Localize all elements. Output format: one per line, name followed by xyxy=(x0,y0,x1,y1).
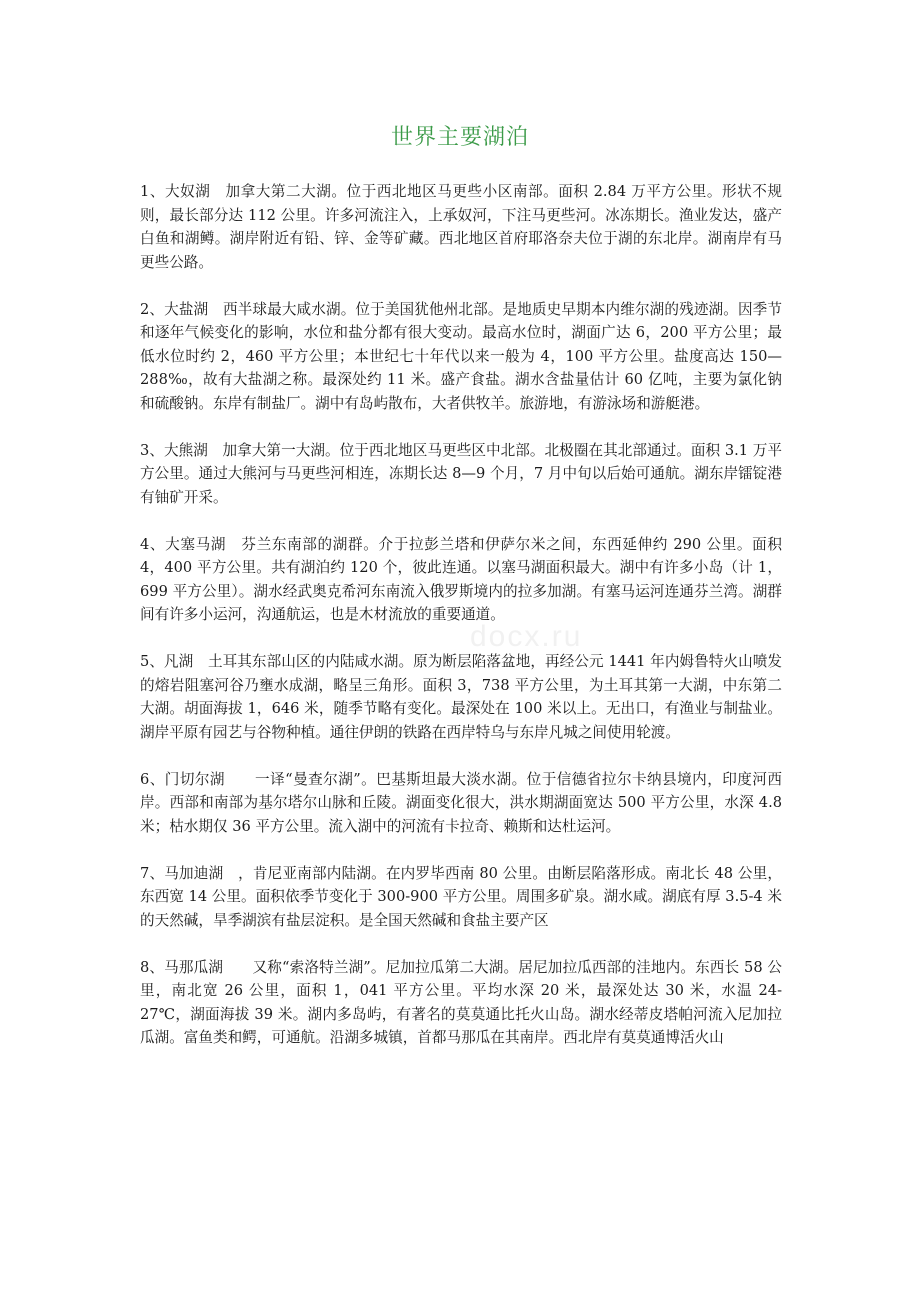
paragraph-lake-magadi: 7、马加迪湖 ，肯尼亚南部内陆湖。在内罗毕西南 80 公里。由断层陷落形成。南北长 48 公里，东西宽 14 公里。面积依季节变化于 300-900 平方公里。周围多矿泉。湖水咸。湖底有厚 3.5-4 米的天然碱，旱季湖滨有盐层淀积。是全国天然碱和食盐主要产区 xyxy=(140,864,782,929)
paragraph-great-bear-lake: 3、大熊湖 加拿大第一大湖。位于西北地区马更些区中北部。北极圈在其北部通过。面积 3.1 万平方公里。通过大熊河与马更些河相连，冻期长达 8—9 个月，7 月中旬以后始可通航。湖东岸镭锭港有铀矿开采。 xyxy=(140,441,782,506)
watermark-text: docx.ru xyxy=(470,620,583,653)
paragraph-slave-lake: 1、大奴湖 加拿大第二大湖。位于西北地区马更些小区南部。面积 2.84 万平方公里。形状不规则，最长部分达 112 公里。许多河流注入，上承奴河，下注马更些河。冰冻期长。渔业发达，盛产白鱼和湖鳟。湖岸附近有铅、锌、金等矿藏。西北地区首府耶洛奈夫位于湖的东北岸。湖南岸有马更些公路。 xyxy=(140,183,782,271)
paragraph-saimaa-lake: 4、大塞马湖 芬兰东南部的湖群。介于拉彭兰塔和伊萨尔米之间，东西延伸约 290 公里。面积 4，400 平方公里。共有湖泊约 120 个，彼此连通。以塞马湖面积最大。湖中有许多小岛（计 1，699 平方公里）。湖水经武奥克希河东南流入俄罗斯境内的拉多加湖。有塞马运河连通芬兰湾。湖群间有许多小运河，沟通航运，也是木材流放的重要通道。 xyxy=(140,535,782,623)
paragraph-lake-van: 5、凡湖 土耳其东部山区的内陆咸水湖。原为断层陷落盆地，再经公元 1441 年内姆鲁特火山喷发的熔岩阻塞河谷乃壅水成湖，略呈三角形。面积 3，738 平方公里，为土耳其第一大湖，中东第二大湖。胡面海拔 1，646 米，随季节略有变化。最深处在 100 米以上。无出口，有渔业与制盐业。湖岸平原有园艺与谷物种植。通往伊朗的铁路在西岸特乌与东岸凡城之间使用轮渡。 xyxy=(140,653,782,741)
document-body xyxy=(140,180,782,1073)
document-title: 世界主要湖泊 xyxy=(390,125,529,150)
paragraph-great-salt-lake: 2、大盐湖 西半球最大咸水湖。位于美国犹他州北部。是地质史早期本内维尔湖的残迹湖。因季节和逐年气候变化的影响，水位和盐分都有很大变动。最高水位时，湖面广达 6，200 平方公里；最低水位时约 2，460 平方公里；本世纪七十年代以来一般为 4，100 平方公里。盐度高达 150—288‰，故有大盐湖之称。最深处约 11 米。盛产食盐。湖水含盐量估计 60 亿吨，主要为氯化钠和硫酸钠。东岸有制盐厂。湖中有岛屿散布，大者供牧羊。旅游地，有游泳场和游艇港。 xyxy=(140,300,782,412)
paragraph-manchar-lake: 6、门切尔湖 一译“曼查尔湖”。巴基斯坦最大淡水湖。位于信德省拉尔卡纳县境内，印度河西岸。西部和南部为基尔塔尔山脉和丘陵。湖面变化很大，洪水期湖面宽达 500 平方公里，水深 4.8 米；枯水期仅 36 平方公里。流入湖中的河流有卡拉奇、赖斯和达杜运河。 xyxy=(140,770,782,835)
paragraph-lake-managua: 8、马那瓜湖 又称“索洛特兰湖”。尼加拉瓜第二大湖。居尼加拉瓜西部的洼地内。东西长 58 公里，南北宽 26 公里，面积 1，041 平方公里。平均水深 20 米，最深处达 30 米，水温 24-27℃，湖面海拔 39 米。湖内多岛屿，有著名的莫莫通比托火山岛。湖水经蒂皮塔帕河流入尼加拉瓜湖。富鱼类和鳄，可通航。沿湖多城镇，首都马那瓜在其南岸。西北岸有莫莫通博活火山 xyxy=(140,958,782,1046)
